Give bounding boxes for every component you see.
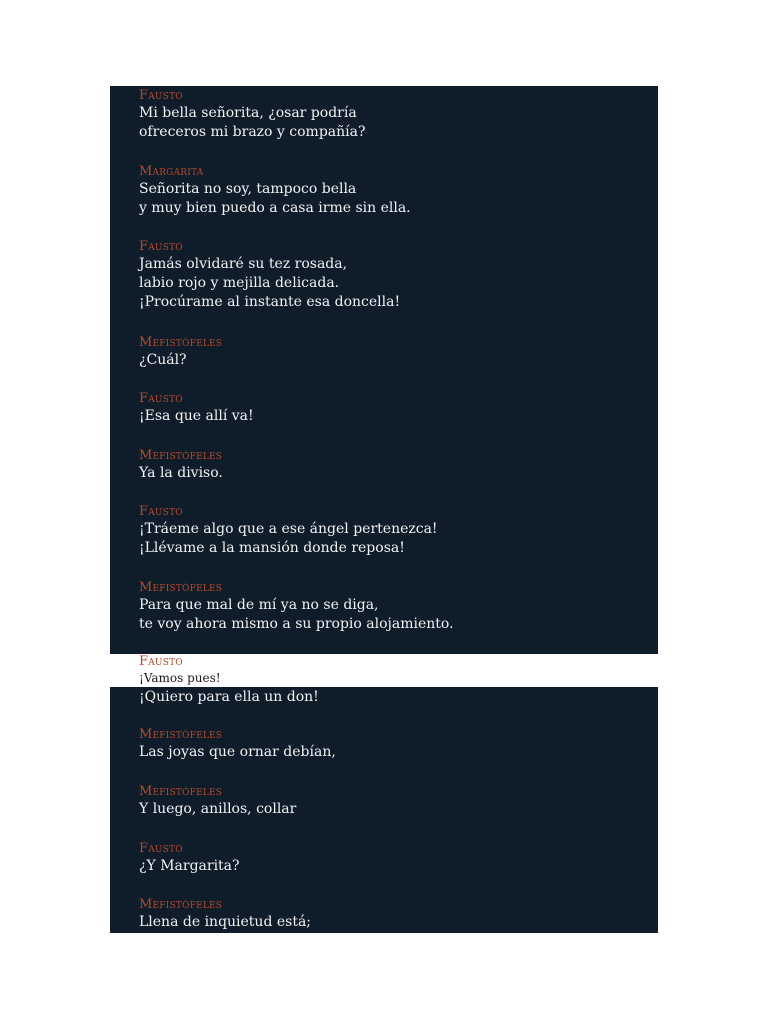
dialogue-block xyxy=(139,727,336,762)
verse-line: te voy ahora mismo a su propio alojamiento. xyxy=(139,616,454,632)
speaker-name: Mefistófeles xyxy=(139,727,223,742)
dialogue-block xyxy=(139,580,454,634)
dialogue-block-uncovered xyxy=(110,654,658,687)
dialogue-panel-bottom xyxy=(110,687,658,933)
verse-line: ¿Y Margarita? xyxy=(139,858,240,874)
verse-line: ofreceros mi brazo y compañía? xyxy=(139,124,366,140)
speaker-name: Mefistófeles xyxy=(139,448,223,463)
speaker-name: Mefistófeles xyxy=(139,784,223,799)
dialogue-block xyxy=(139,239,400,312)
speaker-name: Mefistófeles xyxy=(139,580,223,595)
verse-line: Mi bella señorita, ¿osar podría xyxy=(139,105,357,121)
verse-line: Señorita no soy, tampoco bella xyxy=(139,181,357,197)
verse-line: ¡Quiero para ella un don! xyxy=(139,689,319,705)
speaker-name: Margarita xyxy=(139,164,204,179)
verse-line: Llena de inquietud está; xyxy=(139,914,312,930)
dialogue-block xyxy=(139,688,319,707)
verse-line: labio rojo y mejilla delicada. xyxy=(139,275,340,291)
verse-line: ¡Vamos pues! xyxy=(139,671,221,685)
verse-line: Para que mal de mí ya no se diga, xyxy=(139,597,379,613)
verse-line: Jamás olvidaré su tez rosada, xyxy=(139,256,348,272)
speaker-name: Mefistófeles xyxy=(139,897,223,912)
speaker-name: Fausto xyxy=(139,88,183,103)
verse-line: ¿Cuál? xyxy=(139,352,187,368)
verse-line: Ya la diviso. xyxy=(139,465,223,481)
dialogue-block xyxy=(139,504,438,558)
verse-line: ¡Llévame a la mansión donde reposa! xyxy=(139,540,405,556)
dialogue-block xyxy=(139,88,366,142)
dialogue-block xyxy=(139,784,296,819)
verse-line: ¡Procúrame al instante esa doncella! xyxy=(139,294,401,310)
speaker-name: Mefistófeles xyxy=(139,335,223,350)
speaker-name: Fausto xyxy=(139,654,183,669)
dialogue-block xyxy=(139,897,311,932)
verse-line: ¡Tráeme algo que a ese ángel pertenezca! xyxy=(139,521,438,537)
verse-line: ¡Esa que allí va! xyxy=(139,408,254,424)
speaker-name: Fausto xyxy=(139,391,183,406)
dialogue-block xyxy=(139,391,254,426)
speaker-name: Fausto xyxy=(139,504,183,519)
dialogue-block xyxy=(139,164,411,218)
speaker-name: Fausto xyxy=(139,239,183,254)
verse-line: Y luego, anillos, collar xyxy=(139,801,297,817)
dialogue-block xyxy=(139,841,240,876)
speaker-name: Fausto xyxy=(139,841,183,856)
dialogue-block xyxy=(139,448,223,483)
verse-line: Las joyas que ornar debían, xyxy=(139,744,336,760)
verse-line: y muy bien puedo a casa irme sin ella. xyxy=(139,200,411,216)
dialogue-block xyxy=(139,335,222,370)
dialogue-panel-top xyxy=(110,86,658,654)
